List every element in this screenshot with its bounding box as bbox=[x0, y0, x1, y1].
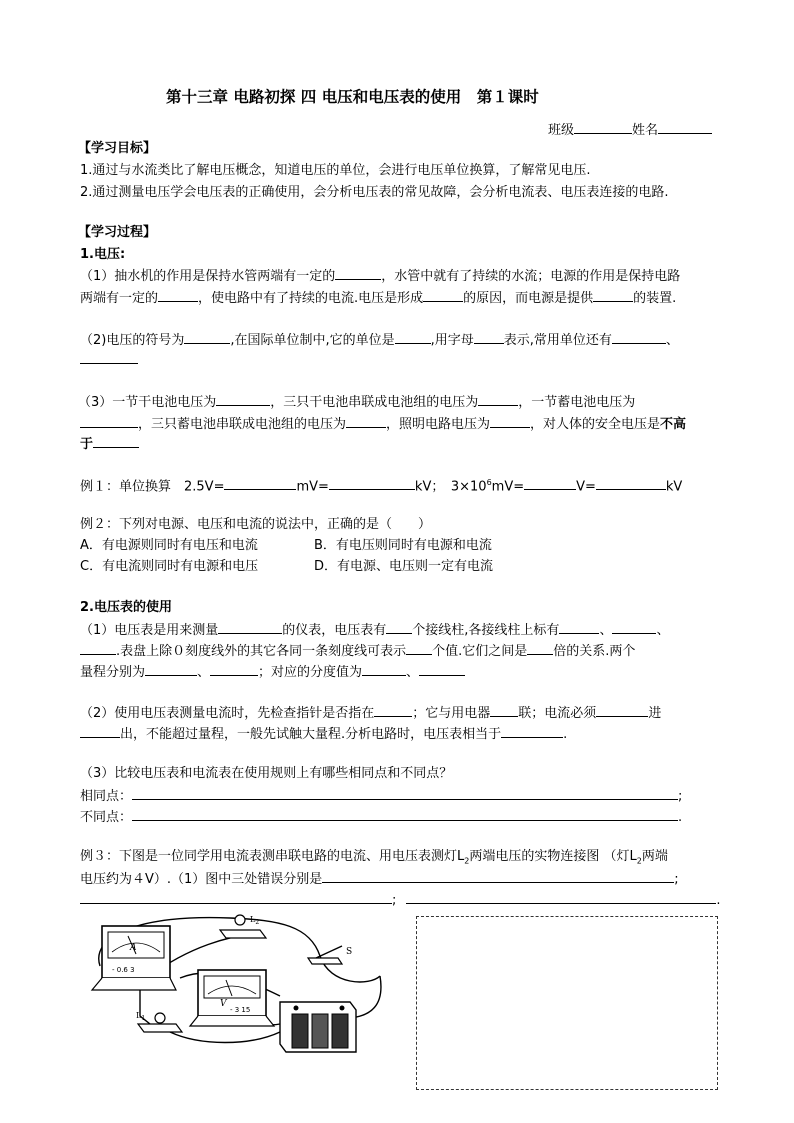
section-voltmeter-heading: 2.电压表的使用 bbox=[80, 600, 172, 615]
answer-blank[interactable] bbox=[406, 890, 716, 904]
m2-line2: 出，不能超过量程，一般先试触大量程.分析电路时，电压表相当于 . bbox=[80, 724, 567, 743]
svg-text:L1: $L_1$ bbox=[136, 1011, 146, 1022]
answer-blank[interactable] bbox=[184, 330, 230, 344]
answer-blank[interactable] bbox=[210, 662, 258, 676]
bulb-icon bbox=[235, 915, 245, 925]
m3-diff-line: 不同点： . bbox=[80, 807, 682, 826]
answer-blank[interactable] bbox=[596, 476, 666, 490]
answer-blank[interactable] bbox=[322, 869, 674, 883]
answer-blank[interactable] bbox=[474, 330, 504, 344]
answer-blank[interactable] bbox=[612, 620, 656, 634]
q3-line2: ，三只蓄电池串联成电池组的电压为 ，照明电路电压为 ，对人体的安全电压是不高 bbox=[80, 414, 686, 433]
answer-blank[interactable] bbox=[423, 288, 463, 302]
class-blank[interactable] bbox=[574, 120, 632, 134]
answer-blank[interactable] bbox=[216, 392, 270, 406]
switch-label: S bbox=[346, 947, 353, 957]
answer-blank[interactable] bbox=[559, 620, 599, 634]
answer-blank[interactable] bbox=[158, 288, 198, 302]
example-3-line3: ; . bbox=[80, 890, 721, 909]
section-voltage-heading: 1.电压: bbox=[80, 247, 126, 262]
q1-line1: （1）抽水机的作用是保持水管两端有一定的 ，水管中就有了持续的水流；电源的作用是保持电路 bbox=[80, 266, 680, 285]
answer-blank[interactable] bbox=[386, 620, 412, 634]
answer-blank[interactable] bbox=[524, 476, 576, 490]
option-b[interactable]: B．有电压则同时有电源和电流 bbox=[314, 538, 492, 553]
voltmeter bbox=[190, 970, 274, 1026]
name-blank[interactable] bbox=[658, 120, 712, 134]
goal-item: 2.通过测量电压学会电压表的正确使用，会分析电压表的常见故障，会分析电流表、电压表连接的电路. bbox=[80, 185, 669, 200]
svg-text:L2: $L_2$ bbox=[250, 915, 260, 926]
name-label: 姓名 bbox=[632, 123, 659, 138]
m1-line2: .表盘上除０刻度线外的其它各同一条刻度线可表示 个值.它们之间是 倍的关系.两个 bbox=[80, 641, 635, 660]
example-2-stem: 例２：下列对电源、电压和电流的说法中，正确的是（ ） bbox=[80, 517, 432, 532]
answer-blank[interactable] bbox=[80, 641, 116, 655]
answer-blank[interactable] bbox=[478, 392, 518, 406]
page-title: 第十三章 电路初探 四 电压和电压表的使用 第１课时 bbox=[166, 87, 539, 106]
answer-blank[interactable] bbox=[374, 703, 412, 717]
q2-line1: （2)电压的符号为 ,在国际单位制中,它的单位是 ,用字母 表示,常用单位还有 、 bbox=[80, 330, 679, 349]
example-3-line2: 电压约为４V）.（1）图中三处错误分别是 ; bbox=[80, 869, 679, 888]
wire bbox=[170, 1032, 280, 1043]
bulb-icon bbox=[155, 1013, 165, 1023]
class-label: 班级 bbox=[548, 123, 575, 138]
m3-question: （3）比较电压表和电流表在使用规则上有哪些相同点和不同点？ bbox=[80, 766, 453, 781]
answer-blank[interactable] bbox=[419, 662, 465, 676]
answer-blank[interactable] bbox=[132, 807, 678, 821]
answer-blank[interactable] bbox=[80, 890, 392, 904]
answer-blank[interactable] bbox=[490, 703, 518, 717]
ammeter-label: A bbox=[130, 943, 137, 953]
answer-blank[interactable] bbox=[93, 434, 139, 448]
ammeter-terminals: - 0.6 3 bbox=[112, 966, 135, 974]
lamp-l1 bbox=[136, 1011, 182, 1032]
battery-pack bbox=[280, 1002, 356, 1052]
answer-blank[interactable] bbox=[490, 414, 530, 428]
answer-blank[interactable] bbox=[145, 662, 197, 676]
voltmeter-label: V bbox=[220, 999, 227, 1009]
answer-blank[interactable] bbox=[596, 703, 648, 717]
q3-line1: （3）一节干电池电压为 ，三只干电池串联成电池组的电压为 ，一节蓄电池电压为 bbox=[78, 392, 635, 411]
answer-blank[interactable] bbox=[612, 330, 666, 344]
q3-line3: 于 bbox=[80, 434, 139, 453]
answer-blank[interactable] bbox=[593, 288, 633, 302]
answer-blank[interactable] bbox=[218, 620, 282, 634]
voltmeter-terminals: - 3 15 bbox=[230, 1006, 251, 1014]
answer-blank[interactable] bbox=[362, 662, 406, 676]
answer-drawing-box[interactable] bbox=[416, 916, 718, 1090]
option-a[interactable]: A．有电源则同时有电压和电流 bbox=[80, 538, 258, 553]
answer-blank[interactable] bbox=[80, 414, 138, 428]
student-info bbox=[548, 120, 712, 139]
option-c[interactable]: C．有电流则同时有电源和电压 bbox=[80, 559, 259, 574]
switch bbox=[308, 946, 352, 964]
goals-heading: 【学习目标】 bbox=[78, 141, 157, 156]
answer-blank[interactable] bbox=[406, 641, 432, 655]
ammeter bbox=[92, 926, 176, 990]
m3-same-line: 相同点： ; bbox=[80, 786, 682, 805]
answer-blank[interactable] bbox=[329, 476, 415, 490]
example-3-line1: 例３：下图是一位同学用电流表测串联电路的电流、用电压表测灯$L_2$两端电压的实物连接图 （灯$L_2$两端 bbox=[80, 849, 668, 866]
answer-blank[interactable] bbox=[335, 266, 381, 280]
example-1: 例１：单位换算 2.5V= mV= kV； $3\times 10^6mV= V=$ kV bbox=[80, 478, 683, 495]
answer-blank[interactable] bbox=[80, 350, 138, 364]
process-heading: 【学习过程】 bbox=[78, 225, 157, 240]
option-d[interactable]: D．有电源、电压则一定有电流 bbox=[314, 559, 494, 574]
m2-line1: （2）使用电压表测量电流时，先检查指针是否指在 ；它与用电器 联；电流必须 进 bbox=[80, 703, 661, 722]
m1-line1: （1）电压表是用来测量 的仪表，电压表有 个接线柱,各接线柱上标有 、 、 bbox=[80, 620, 669, 639]
answer-blank[interactable] bbox=[224, 476, 296, 490]
answer-blank[interactable] bbox=[132, 786, 678, 800]
answer-blank[interactable] bbox=[527, 641, 553, 655]
m1-line3: 量程分别为 、 ；对应的分度值为 、 bbox=[80, 662, 465, 681]
answer-blank[interactable] bbox=[501, 724, 563, 738]
q2-line2 bbox=[80, 350, 138, 369]
q1-line2: 两端有一定的 ，使电路中有了持续的电流.电压是形成 的原因，而电源是提供 的装置. bbox=[80, 288, 676, 307]
answer-blank[interactable] bbox=[80, 724, 120, 738]
answer-blank[interactable] bbox=[346, 414, 386, 428]
answer-blank[interactable] bbox=[395, 330, 431, 344]
goal-item: 1.通过与水流类比了解电压概念，知道电压的单位，会进行电压单位换算，了解常见电压. bbox=[80, 163, 591, 178]
circuit-diagram bbox=[80, 906, 386, 1056]
